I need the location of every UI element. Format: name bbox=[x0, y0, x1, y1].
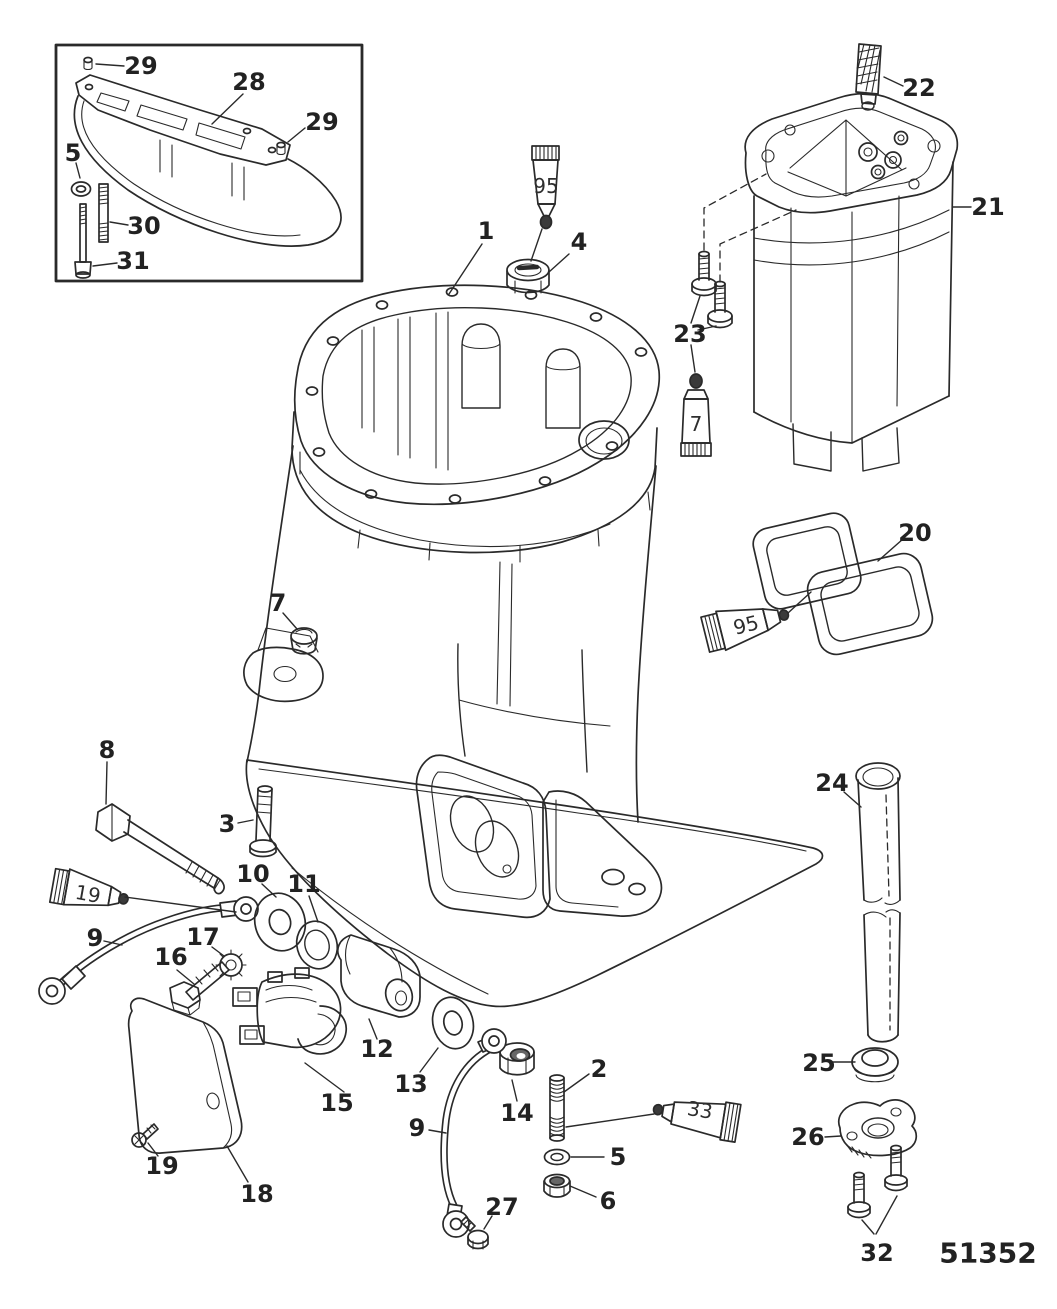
callout-7: 7 bbox=[269, 589, 287, 617]
callout-11: 11 bbox=[287, 870, 321, 898]
part-2-stud bbox=[550, 1075, 564, 1141]
part-24-sleeve bbox=[856, 763, 900, 1042]
tube-33-label: 33 bbox=[685, 1096, 715, 1124]
part-15-clamp bbox=[233, 968, 346, 1054]
part-11-washer bbox=[291, 917, 342, 974]
callout-32: 32 bbox=[860, 1239, 894, 1267]
callout-8: 8 bbox=[98, 736, 116, 764]
drawing-number: 51352 bbox=[939, 1236, 1037, 1270]
part-3-stud bbox=[250, 786, 276, 857]
callout-19: 19 bbox=[145, 1152, 179, 1180]
callout-30: 30 bbox=[127, 212, 161, 240]
flange-bolt-holes bbox=[307, 288, 647, 503]
callout-12: 12 bbox=[360, 1035, 394, 1063]
callout-labels bbox=[65, 52, 1005, 1267]
callout-9: 9 bbox=[408, 1114, 426, 1142]
callout-5: 5 bbox=[609, 1143, 627, 1171]
callout-22: 22 bbox=[902, 74, 936, 102]
part-14-nut bbox=[500, 1043, 534, 1075]
tube-19-label: 19 bbox=[73, 879, 103, 909]
callout-10: 10 bbox=[236, 860, 270, 888]
callout-16: 16 bbox=[154, 943, 188, 971]
inset-box bbox=[56, 45, 362, 281]
callout-26: 26 bbox=[791, 1123, 825, 1151]
callout-6: 6 bbox=[599, 1187, 617, 1215]
callout-3: 3 bbox=[218, 810, 236, 838]
part-31-bolt bbox=[75, 204, 91, 278]
housing-exhaust-pocket bbox=[416, 755, 550, 917]
callout-5: 5 bbox=[64, 139, 82, 167]
part-5-washer-bottom bbox=[545, 1150, 570, 1165]
part-5-washer bbox=[72, 182, 91, 196]
callout-29: 29 bbox=[305, 108, 339, 136]
callout-4: 4 bbox=[570, 228, 588, 256]
part-28-adapter-plate bbox=[74, 75, 341, 246]
tube-95-top-label: 95 bbox=[533, 174, 559, 198]
callout-13: 13 bbox=[394, 1070, 428, 1098]
part-8-bolt bbox=[96, 804, 224, 894]
callout-14: 14 bbox=[500, 1099, 534, 1127]
callout-2: 2 bbox=[590, 1055, 608, 1083]
part-25-seal bbox=[852, 1048, 898, 1082]
callout-1: 1 bbox=[477, 217, 495, 245]
callout-17: 17 bbox=[186, 923, 220, 951]
part-26-flange bbox=[839, 1100, 917, 1158]
part-22-vent-screw bbox=[856, 44, 881, 110]
callout-27: 27 bbox=[485, 1193, 519, 1221]
callout-28: 28 bbox=[232, 68, 266, 96]
housing-ear bbox=[244, 628, 323, 701]
part-23-bolts bbox=[692, 174, 796, 328]
callout-23: 23 bbox=[673, 320, 707, 348]
callout-20: 20 bbox=[898, 519, 932, 547]
part-21-adapter-plate bbox=[745, 94, 957, 471]
callout-25: 25 bbox=[802, 1049, 836, 1077]
part-9-cable-left bbox=[39, 897, 258, 1004]
part-29-pin bbox=[277, 143, 285, 155]
callout-31: 31 bbox=[116, 247, 150, 275]
callout-9: 9 bbox=[86, 924, 104, 952]
part-6-locknut bbox=[544, 1175, 570, 1198]
part-30-stud bbox=[99, 184, 108, 242]
part-17-lock-washer bbox=[216, 950, 246, 980]
callout-29: 29 bbox=[124, 52, 158, 80]
part-18-plate bbox=[129, 998, 242, 1153]
callout-24: 24 bbox=[815, 769, 849, 797]
part-19-screw bbox=[132, 1124, 158, 1147]
tube-7-label: 7 bbox=[689, 412, 703, 436]
housing-wing bbox=[543, 791, 661, 916]
callout-18: 18 bbox=[240, 1180, 274, 1208]
part-29-pin bbox=[84, 58, 92, 70]
tube-95-right-label: 95 bbox=[730, 610, 762, 640]
callout-15: 15 bbox=[320, 1089, 354, 1117]
callout-21: 21 bbox=[971, 193, 1005, 221]
